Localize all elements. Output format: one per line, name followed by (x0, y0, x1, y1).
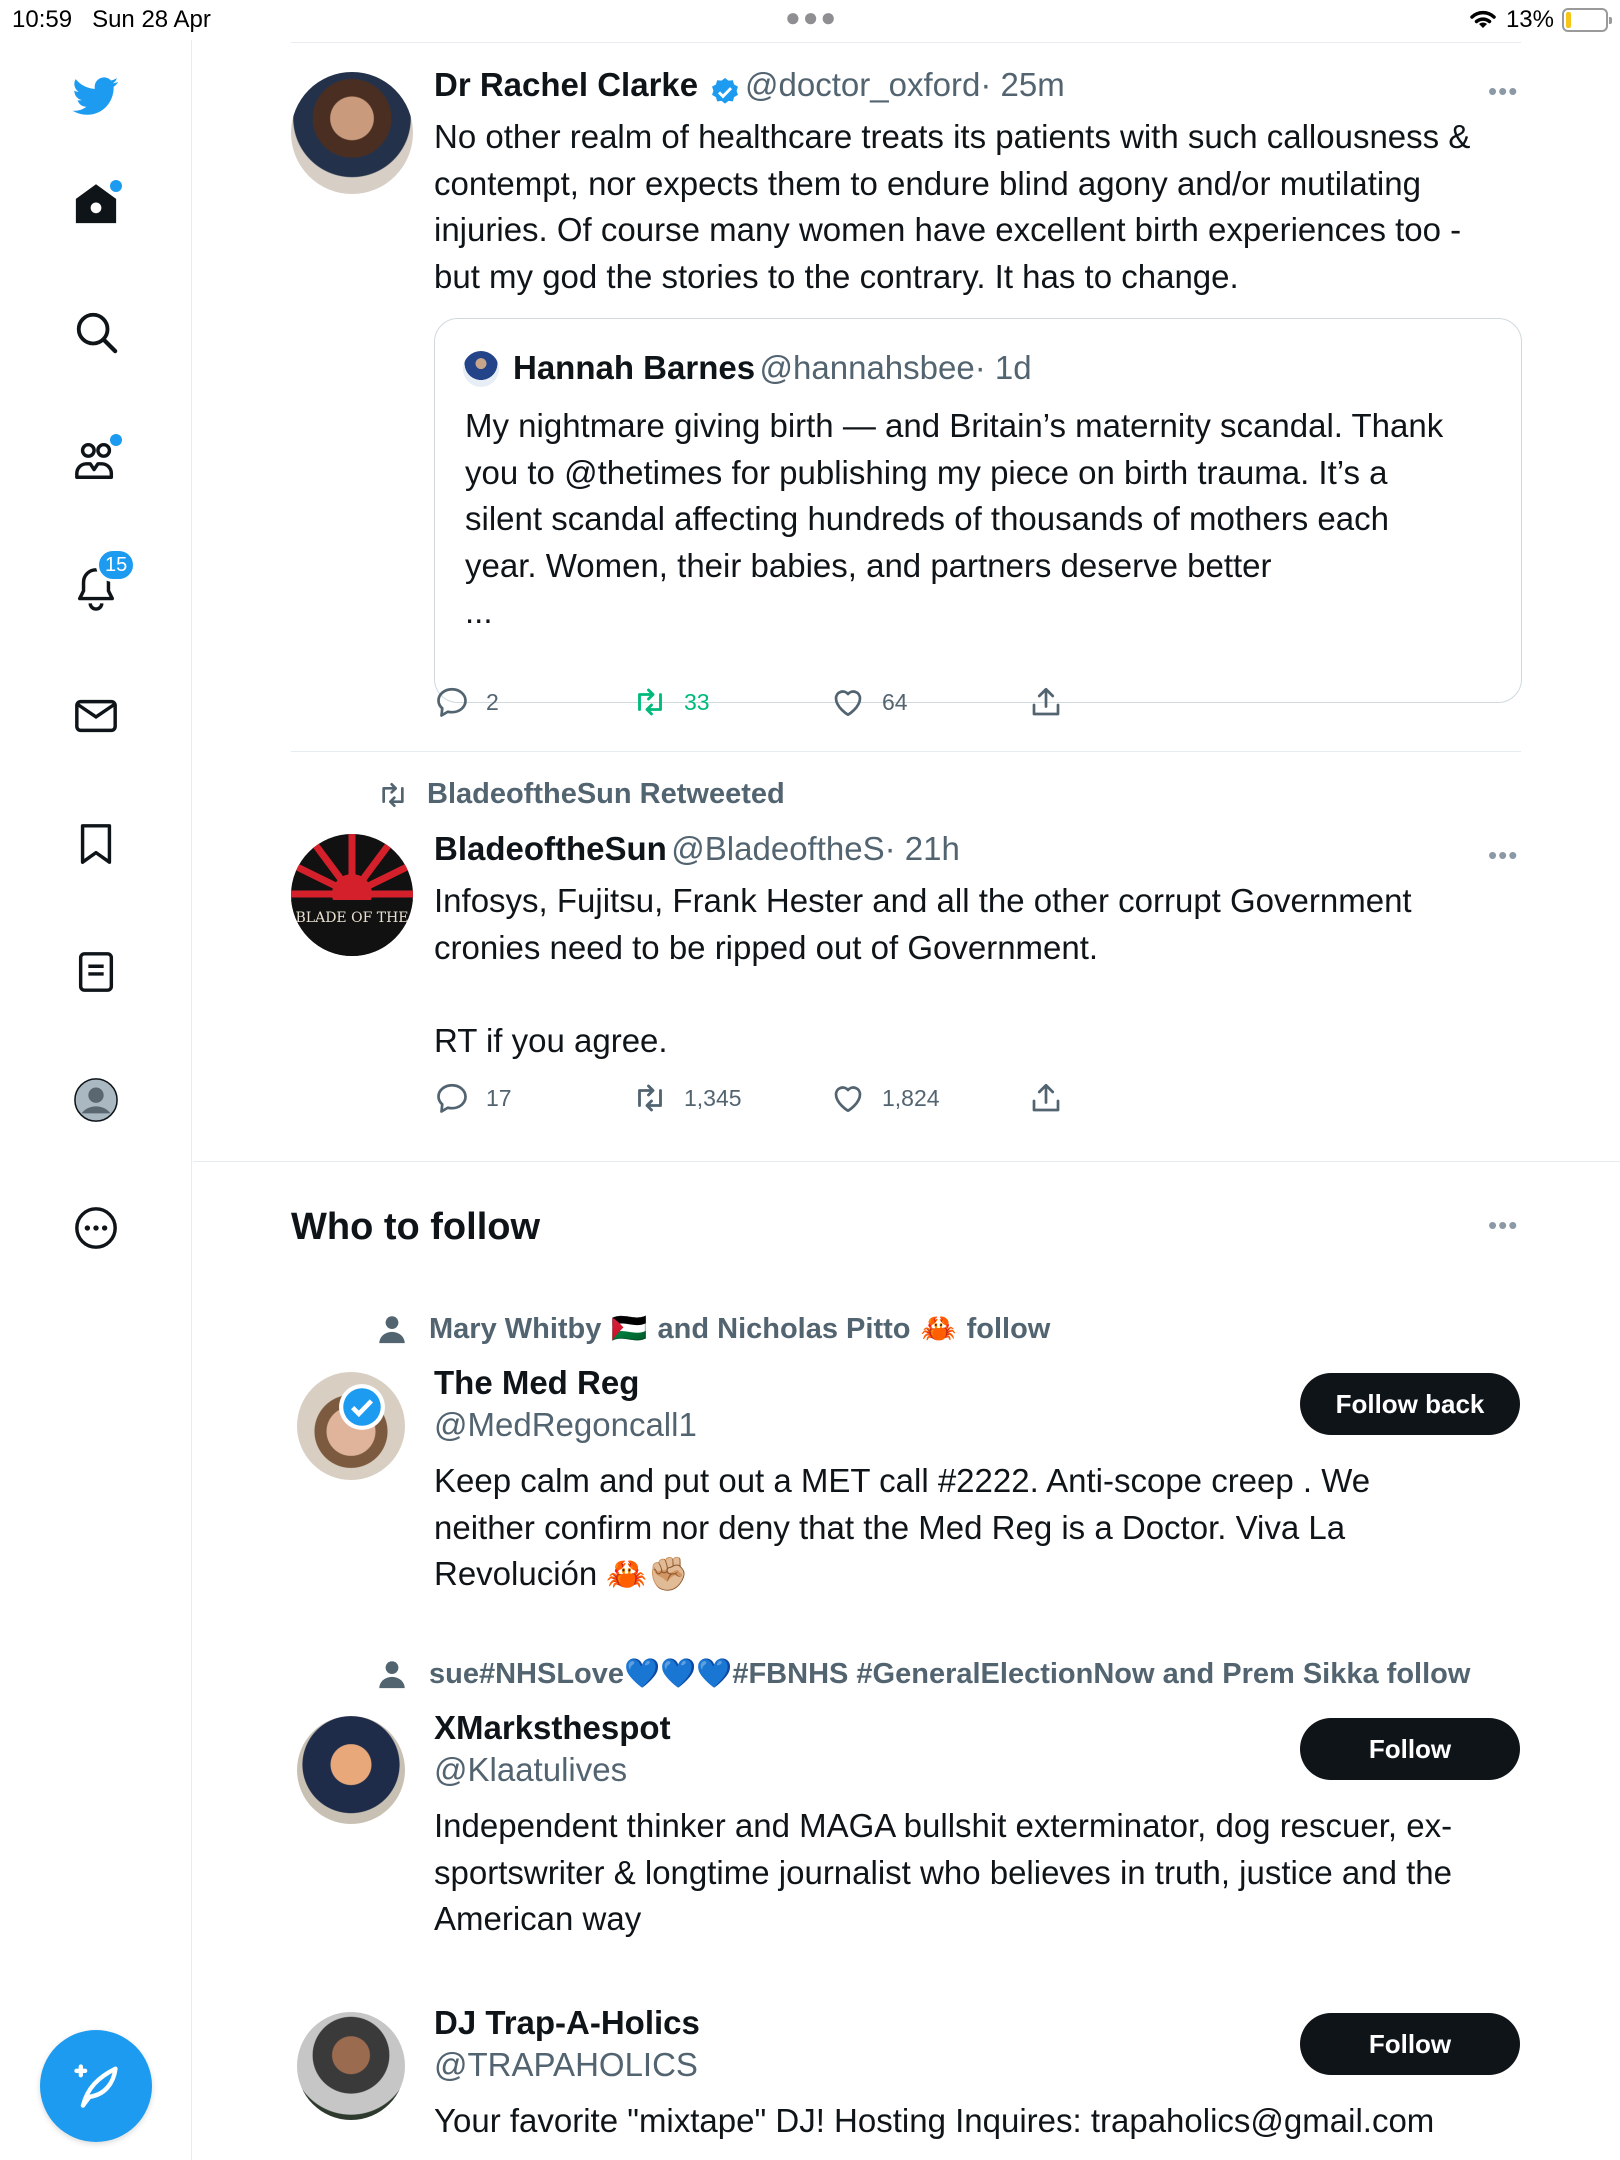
tweet-text: Infosys, Fujitsu, Frank Hester and all the other corrupt Government cronies need to be ripped out of Government. RT if you agree. (434, 882, 1412, 1059)
tweet-divider (291, 751, 1521, 752)
like-button[interactable]: 64 (830, 684, 908, 720)
profile-avatar-icon[interactable] (66, 1070, 126, 1130)
avatar-dj-trap-a-holics[interactable] (297, 2012, 405, 2120)
communities-icon[interactable] (66, 430, 126, 490)
author-name[interactable]: BladeoftheSun (434, 830, 667, 867)
person-icon (375, 1657, 409, 1691)
reply-icon (434, 1080, 470, 1116)
retweeted-by-label[interactable]: BladeoftheSun Retweeted (427, 778, 785, 810)
bookmarks-icon[interactable] (66, 814, 126, 874)
svg-text:BLADE OF THE: BLADE OF THE (295, 910, 409, 926)
avatar-the-med-reg[interactable] (297, 1372, 405, 1480)
tweet-more-icon[interactable]: ••• (1488, 76, 1519, 106)
battery-percent: 13% (1505, 6, 1554, 33)
author-name[interactable]: Dr Rachel Clarke (434, 66, 699, 103)
like-button[interactable]: 1,824 (830, 1080, 940, 1116)
retweeted-by-line (373, 778, 785, 811)
social-context: sue#NHSLove💙💙💙#FBNHS #GeneralElectionNow and Prem Sikka follow (375, 1657, 1470, 1691)
avatar-bladeofthesun[interactable] (291, 834, 413, 956)
author-handle[interactable]: @doctor_oxford (745, 66, 981, 103)
communities-new-dot (110, 434, 122, 446)
verified-badge-icon (709, 76, 741, 108)
who-to-follow-title: Who to follow (291, 1206, 541, 1248)
tweet-time[interactable]: · 21h (884, 830, 960, 867)
status-right (1468, 6, 1608, 34)
suggestion-bio: Your favorite "mixtape" DJ! Hosting Inquires: trapaholics@gmail.com (434, 2102, 1435, 2139)
compose-tweet-button[interactable] (40, 2030, 152, 2142)
avatar-xmarksthespot[interactable] (297, 1716, 405, 1824)
quote-author-name: Hannah Barnes (513, 349, 756, 386)
follow-button[interactable]: Follow (1300, 1718, 1520, 1780)
retweet-small-icon (373, 779, 413, 811)
suggestion-name[interactable]: DJ Trap-A-Holics (434, 2004, 700, 2041)
verified-overlay-icon (337, 1382, 387, 1432)
retweet-button[interactable]: 1,345 (632, 1080, 742, 1116)
quoted-tweet[interactable] (434, 318, 1522, 703)
suggestion-handle[interactable]: @Klaatulives (434, 1751, 628, 1788)
quote-author-handle: @hannahsbee (759, 349, 975, 386)
social-context: Mary Whitby 🇵🇸 and Nicholas Pitto 🦀 follow (375, 1312, 1050, 1346)
top-divider (291, 42, 1521, 43)
quote-header (513, 349, 1032, 387)
reply-button[interactable]: 2 (434, 684, 499, 720)
suggestion-handle[interactable]: @TRAPAHOLICS (434, 2046, 698, 2083)
suggestion-name[interactable]: The Med Reg (434, 1364, 640, 1401)
author-handle[interactable]: @BladeoftheS (671, 830, 885, 867)
share-button[interactable] (1028, 684, 1064, 720)
home-icon[interactable] (66, 174, 126, 234)
notifications-badge: 15 (96, 548, 136, 582)
share-button[interactable] (1028, 1080, 1064, 1116)
messages-envelope-icon[interactable] (66, 686, 126, 746)
tweet-time[interactable]: · 25m (980, 66, 1065, 103)
suggestion-name[interactable]: XMarksthespot (434, 1709, 671, 1746)
quote-time: · 1d (974, 349, 1032, 386)
home-new-dot (110, 180, 122, 192)
share-icon (1028, 1080, 1064, 1116)
multitasking-dots-icon[interactable]: ●●● (785, 2, 839, 32)
battery-icon (1562, 8, 1608, 32)
suggestion-handle[interactable]: @MedRegoncall1 (434, 1406, 697, 1443)
follow-back-button[interactable]: Follow back (1300, 1373, 1520, 1435)
retweet-icon (632, 1080, 668, 1116)
tweet-header (434, 830, 960, 868)
quote-text: My nightmare giving birth — and Britain’s maternity scandal. Thank you to @thetimes for publishing my piece on birth trauma. It’s a silent scandal affecting hundreds of thousands of mothers each year. Women, their babies, and partners deserve better ... (465, 407, 1444, 630)
avatar-hannah-barnes (463, 351, 499, 387)
reply-button[interactable]: 17 (434, 1080, 512, 1116)
reply-icon (434, 684, 470, 720)
avatar-rachel-clarke[interactable] (291, 72, 413, 194)
rising-sun-logo-icon (291, 834, 413, 956)
lists-icon[interactable] (66, 942, 126, 1002)
share-icon (1028, 684, 1064, 720)
who-to-follow-more-icon[interactable]: ••• (1488, 1210, 1519, 1240)
heart-icon (830, 684, 866, 720)
retweet-icon (632, 684, 668, 720)
follow-button[interactable]: Follow (1300, 2013, 1520, 2075)
heart-icon (830, 1080, 866, 1116)
sidebar (0, 40, 192, 2160)
retweet-button[interactable]: 33 (632, 684, 710, 720)
twitter-logo-icon[interactable] (66, 66, 126, 126)
tweet-header (434, 66, 1065, 108)
status-bar (0, 0, 1620, 40)
section-divider (193, 1161, 1620, 1162)
notifications-bell-icon[interactable] (66, 553, 128, 618)
suggestion-bio: Independent thinker and MAGA bullshit exterminator, dog rescuer, ex- sportswriter & longtime journalist who believes in truth, justice and the American way (434, 1807, 1453, 1937)
status-time: 10:59 Sun 28 Apr (12, 6, 211, 33)
tweet-text: No other realm of healthcare treats its patients with such callousness & contempt, nor expects them to endure blind agony and/or mutilating injuries. Of course many women have excellent birth experiences too - but my god the stories to the contrary. It has to change. (434, 118, 1471, 295)
search-icon[interactable] (66, 302, 126, 362)
tweet-more-icon[interactable]: ••• (1488, 840, 1519, 870)
compose-feather-icon (70, 2060, 122, 2112)
wifi-icon (1468, 8, 1498, 32)
suggestion-bio: Keep calm and put out a MET call #2222. Anti-scope creep . We neither confirm nor deny that the Med Reg is a Doctor. Viva La Revolución 🦀✊🏼 (434, 1462, 1371, 1592)
person-icon (375, 1312, 409, 1346)
more-options-icon[interactable] (66, 1198, 126, 1258)
